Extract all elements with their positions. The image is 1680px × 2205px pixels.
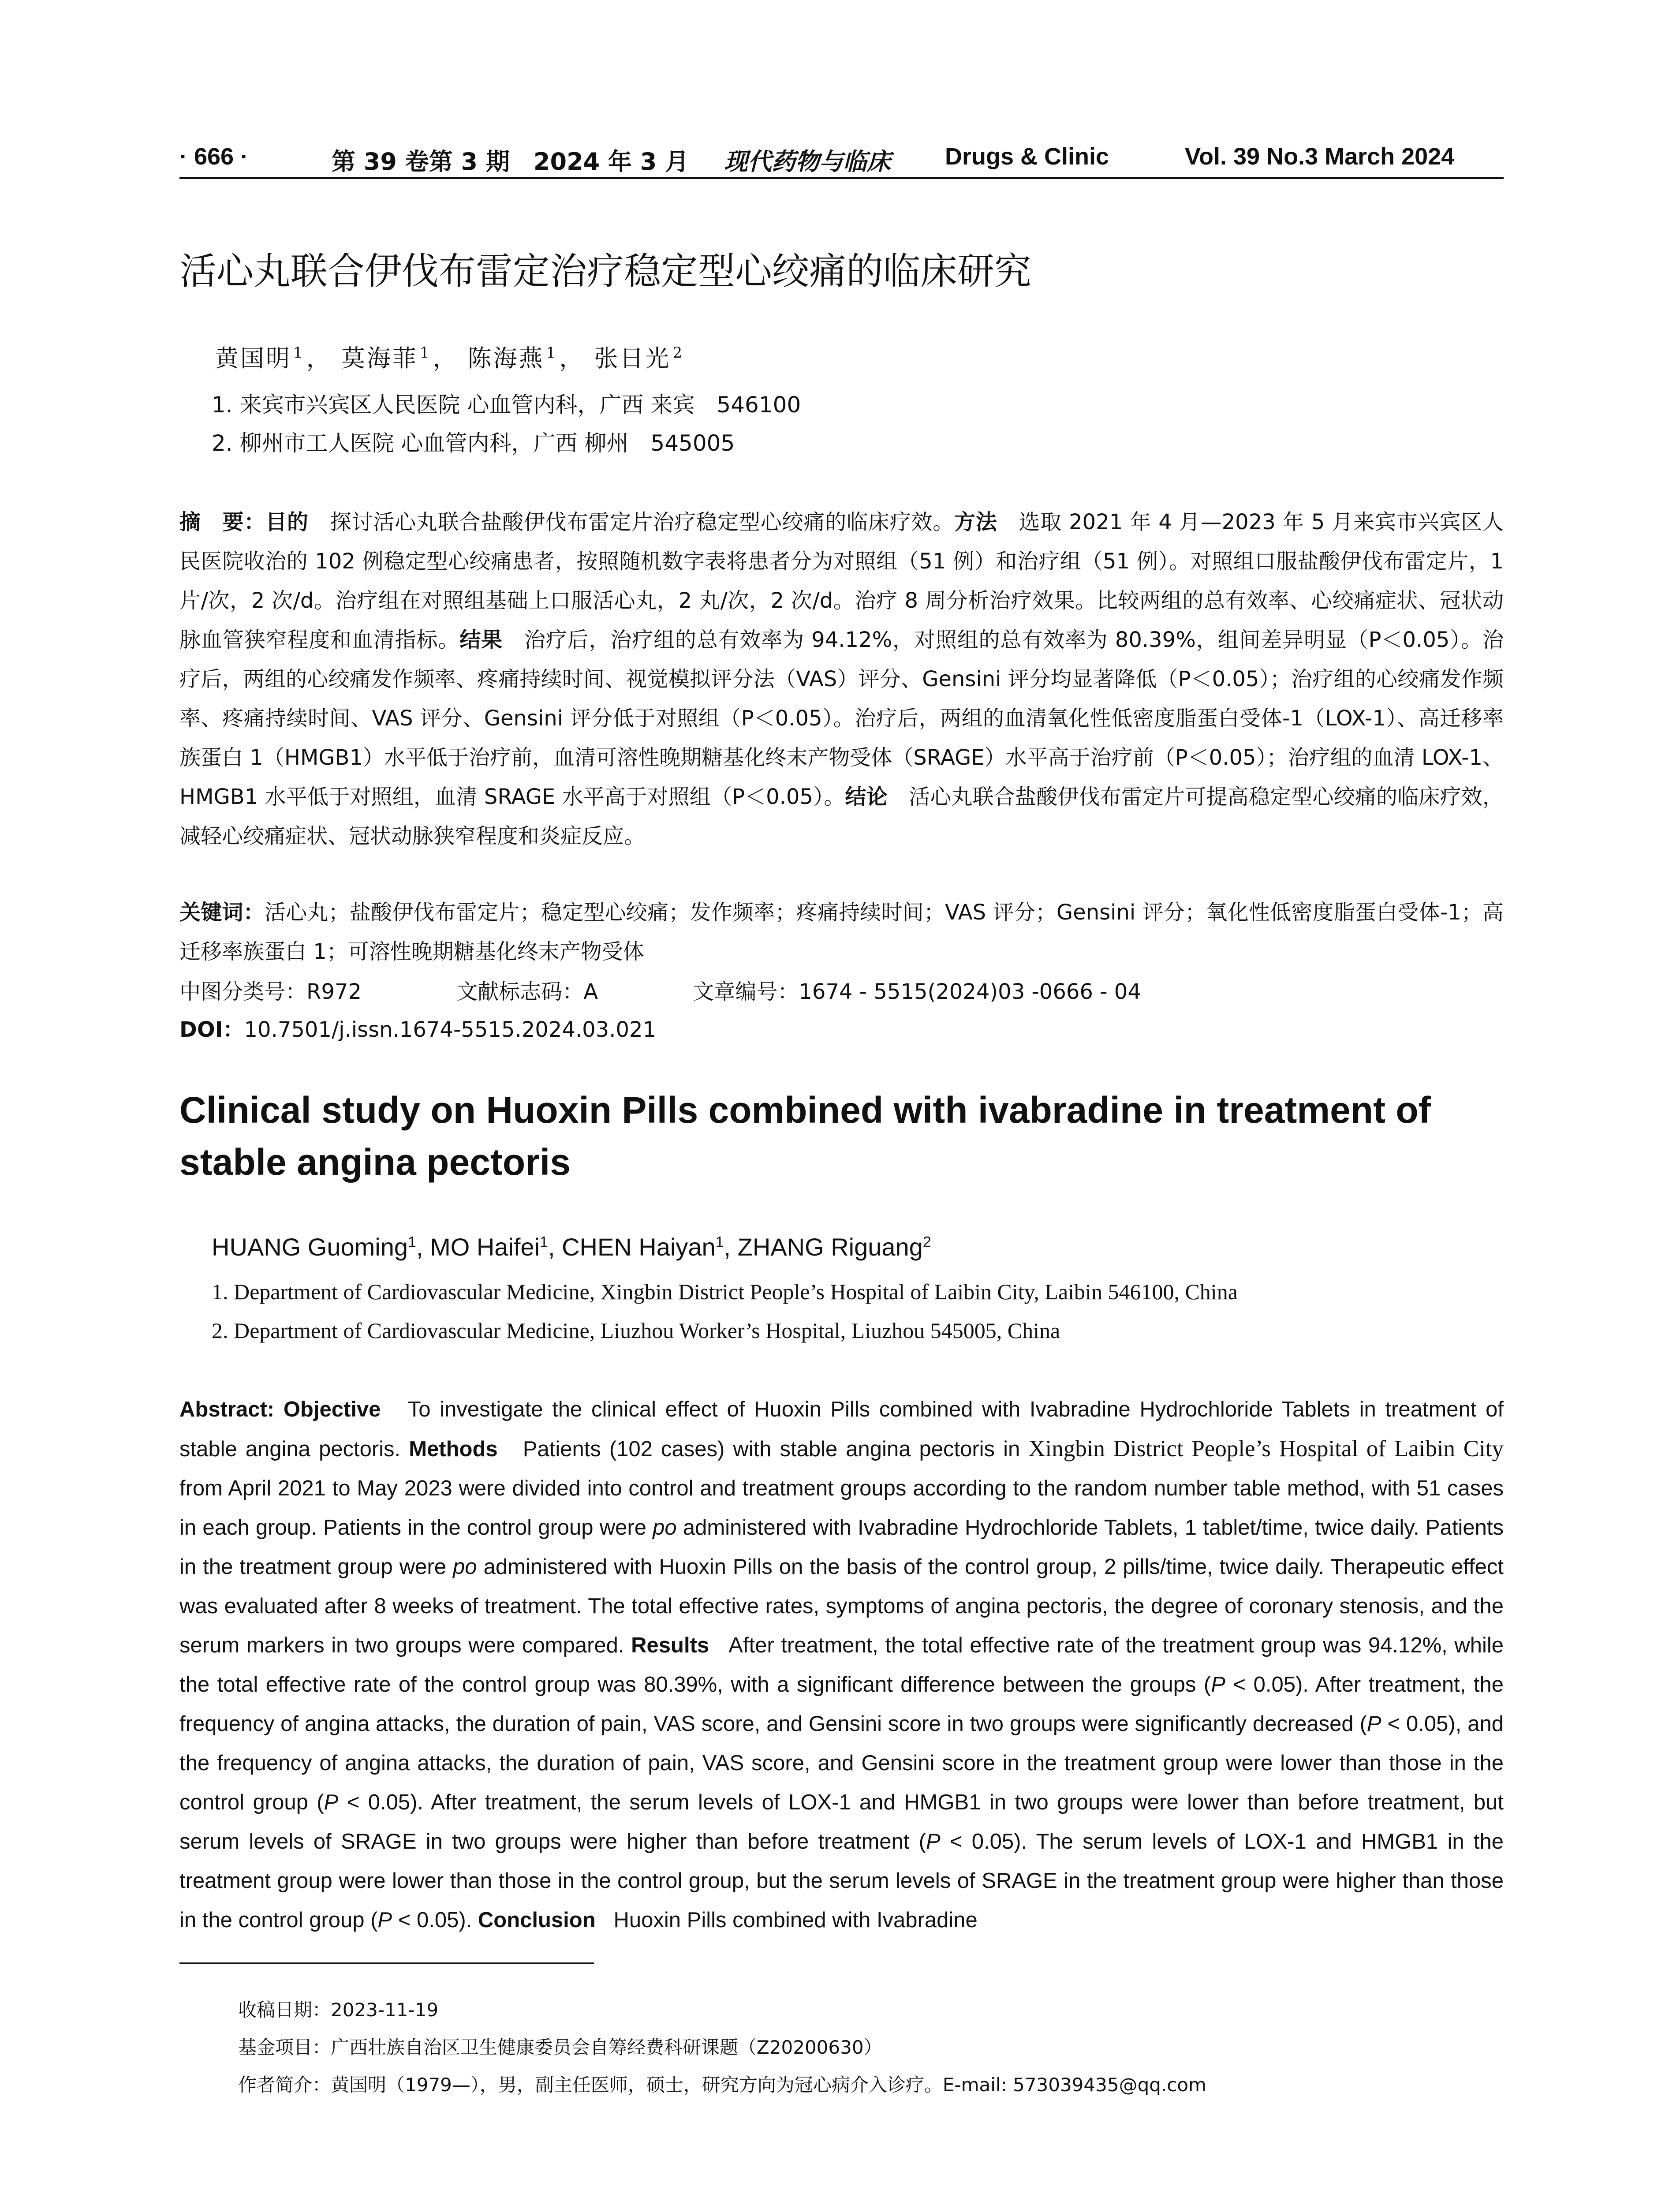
running-header (179, 140, 1504, 179)
affiliation-cn-1: 1. 来宾市兴宾区人民医院 心血管内科，广西 来宾 546100 (212, 392, 801, 418)
hospital-name: Xingbin District People’s Hospital of Laibin City (1028, 1436, 1504, 1461)
author-name: 陈海燕 (467, 344, 545, 372)
document-code-value: A (583, 979, 598, 1004)
po-abbrev: po (653, 1516, 677, 1540)
p-value-symbol: P (324, 1790, 339, 1814)
doi-line (179, 1013, 656, 1043)
author-name: ZHANG Riguang (737, 1233, 923, 1261)
author-name: 莫海菲 (341, 344, 418, 372)
objective-text: 探讨活心丸联合盐酸伊伐布雷定片治疗稳定型心绞痛的临床疗效。 (330, 510, 955, 534)
p-value-symbol: P (1366, 1712, 1381, 1736)
journal-name-cn: 现代药物与临床 (724, 147, 891, 176)
author-name: MO Haifei (430, 1233, 540, 1261)
abstract-en-methods: from April 2021 to May 2023 were divided into control and treatment groups according to the random number table method, with 51 cases in each group. Patients in the control group were (179, 1476, 1504, 1540)
author-affiliation-mark: 1 (715, 1233, 724, 1251)
abstract-en-methods: administered with Huoxin Pills on the basis of the control group, 2 pills/time, twice daily. Therapeutic effect was evaluated after 8 weeks of treatment. The total effective rates, symptoms of angina pectoris, the degree of coronary stenosis, and the serum markers in two groups were compared. (179, 1555, 1504, 1657)
issue-cn: 第 39 卷第 3 期 2024 年 3 月 (332, 148, 689, 176)
objective-label: 目的 (265, 510, 309, 534)
clc-label: 中图分类号： (179, 979, 307, 1004)
conclusion-text: 活心丸联合盐酸伊伐布雷定片可提高稳定型心绞痛的临床疗效，减轻心绞痛症状、冠状动脉狭窄程度和炎症反应。 (179, 785, 1504, 848)
abstract-en-methods-label: Methods (409, 1437, 498, 1461)
abstract-cn (179, 503, 1504, 856)
abstract-en-conclusion: Huoxin Pills combined with Ivabradine (613, 1908, 978, 1932)
author-name: 张日光 (594, 344, 671, 372)
results-label: 结果 (459, 628, 503, 652)
article-number-value: 1674 - 5515(2024)03 -0666 - 04 (799, 979, 1141, 1004)
abstract-en-methods: Patients (102 cases) with stable angina pectoris in (523, 1437, 1020, 1461)
methods-label: 方法 (954, 510, 997, 534)
p-value-symbol: P (926, 1830, 941, 1854)
author-affiliation-mark: 1 (293, 344, 305, 362)
abstract-en-results: < 0.05). After treatment, the serum levels of LOX-1 and HMGB1 in two groups were lower than before treatment, but serum levels of SRAGE in two groups were higher than before treatment ( (179, 1790, 1504, 1854)
author-affiliation-mark: 2 (922, 1233, 931, 1251)
journal-name-en: Drugs & Clinic (945, 143, 1109, 170)
document-code-label: 文献标志码： (456, 979, 584, 1004)
abstract-en-methods: administered with Ivabradine Hydrochloride Tablets, 1 tablet/time, twice daily. Patients in the treatment group were (179, 1516, 1504, 1579)
footnote-rule (179, 1962, 594, 1964)
page-number: · 666 · (179, 143, 249, 170)
footnote-fund: 基金项目：广西壮族自治区卫生健康委员会自筹经费科研课题（Z20200630） (238, 2037, 882, 2058)
author-name: CHEN Haiyan (562, 1233, 716, 1261)
article-title-cn: 活心丸联合伊伐布雷定治疗稳定型心绞痛的临床研究 (179, 250, 1032, 293)
methods-text: 选取 2021 年 4 月—2023 年 5 月来宾市兴宾区人民医院收治的 102 例稳定型心绞痛患者，按照随机数字表将患者分为对照组（51 例）和治疗组（51 例）。对照组口服盐酸伊伐布雷定片，1 片/次，2 次/d。治疗组在对照组基础上口服活心丸，2 丸/次，2 次/d。治疗 8 周分析治疗效果。比较两组的总有效率、心绞痛症状、冠状动脉血管狭窄程度和血清指标。 (179, 510, 1504, 652)
doi-label: DOI： (179, 1017, 244, 1042)
affiliation-en-1: 1. Department of Cardiovascular Medicine, Xingbin District People’s Hospital of Laibin City, Laibin 546100, China (212, 1279, 1238, 1304)
keywords-label: 关键词： (179, 900, 265, 925)
abstract-en-results: < 0.05). The serum levels of LOX-1 and HMGB1 in the treatment group were lower than those in the control group, but the serum levels of SRAGE in the treatment group were higher than those in the control group ( (179, 1830, 1504, 1932)
results-text: 治疗后，治疗组的总有效率为 94.12%，对照组的总有效率为 80.39%，组间差异明显（P＜0.05）。治疗后，两组的心绞痛发作频率、疼痛持续时间、视觉模拟评分法（VAS）评分、Gensini 评分均显著降低（P＜0.05）；治疗组的心绞痛发作频率、疼痛持续时间、VAS 评分、Gensini 评分低于对照组（P＜0.05）。治疗后，两组的血清氧化性低密度脂蛋白受体-1（LOX-1）、高迁移率族蛋白 1（HMGB1）水平低于治疗前，血清可溶性晚期糖基化终末产物受体（SRAGE）水平高于治疗前（P＜0.05）；治疗组的血清 LOX-1、HMGB1 水平低于对照组，血清 SRAGE 水平高于对照组（P＜0.05）。 (179, 628, 1504, 809)
author-name: HUANG Guoming (212, 1233, 408, 1261)
conclusion-label: 结论 (845, 785, 888, 809)
keywords-cn (179, 893, 1504, 972)
abstract-en-results: < 0.05). (398, 1908, 472, 1932)
article-number-label: 文章编号： (693, 979, 799, 1004)
abstract-cn-label: 摘 要： (179, 510, 266, 534)
footnote-author-bio: 作者简介：黄国明（1979—），男，副主任医师，硕士，研究方向为冠心病介入诊疗。E-mail: 573039435@qq.com (238, 2074, 1206, 2096)
p-value-symbol: P (1211, 1673, 1225, 1697)
author-affiliation-mark: 1 (419, 344, 431, 362)
abstract-en-objective: To investigate the clinical effect of Huoxin Pills combined with Ivabradine Hydrochloride Tablets in treatment of stable angina pectoris. (179, 1398, 1504, 1461)
p-value-symbol: P (377, 1908, 392, 1932)
author-name: 黄国明 (215, 344, 291, 372)
affiliation-cn-2: 2. 柳州市工人医院 心血管内科，广西 柳州 545005 (212, 430, 735, 456)
affiliation-en-2: 2. Department of Cardiovascular Medicine, Liuzhou Worker’s Hospital, Liuzhou 545005, China (212, 1318, 1060, 1343)
author-affiliation-mark: 1 (540, 1233, 548, 1251)
footnote-received: 收稿日期：2023-11-19 (238, 1999, 439, 2021)
issue-en: Vol. 39 No.3 March 2024 (1185, 143, 1455, 170)
article-title-en: Clinical study on Huoxin Pills combined with ivabradine in treatment of stable angina pectoris (179, 1089, 1431, 1183)
abstract-en-objective-label: Abstract: Objective (179, 1398, 381, 1421)
author-affiliation-mark: 2 (672, 344, 684, 362)
doi-value[interactable]: 10.7501/j.issn.1674-5515.2024.03.021 (244, 1017, 657, 1042)
abstract-en (179, 1390, 1504, 1940)
po-abbrev: po (453, 1555, 477, 1579)
abstract-en-results: After treatment, the total effective rate of the treatment group was 94.12%, while the total effective rate of the control group was 80.39%, with a significant difference between the groups ( (179, 1633, 1504, 1697)
clc-value: R972 (306, 979, 362, 1004)
abstract-en-results: < 0.05), and the frequency of angina attacks, the duration of pain, VAS score, and Gensini score in the treatment group were lower than those in the control group ( (179, 1712, 1504, 1814)
author-affiliation-mark: 1 (408, 1233, 416, 1251)
abstract-en-results-label: Results (631, 1633, 709, 1657)
authors-cn: 黄国明 $^1$， 莫海菲 $^1$， 陈海燕 $^1$， 张日光 $^2$ (215, 344, 684, 372)
author-affiliation-mark: 1 (546, 344, 558, 362)
abstract-en-conclusion-label: Conclusion (478, 1908, 596, 1932)
keywords-text: 活心丸；盐酸伊伐布雷定片；稳定型心绞痛；发作频率；疼痛持续时间；VAS 评分；Gensini 评分；氧化性低密度脂蛋白受体-1；高迁移率族蛋白 1；可溶性晚期糖基化终末产物受体 (179, 900, 1504, 964)
authors-en: HUANG Guoming$^1$, MO Haifei$^1$, CHEN Haiyan$^1$, ZHANG Riguang$^2$ (212, 1233, 931, 1261)
classification-line (179, 975, 1141, 1005)
abstract-en-results: < 0.05). After treatment, the frequency of angina attacks, the duration of pain, VAS score, and Gensini score in two groups were significantly decreased ( (179, 1673, 1504, 1736)
